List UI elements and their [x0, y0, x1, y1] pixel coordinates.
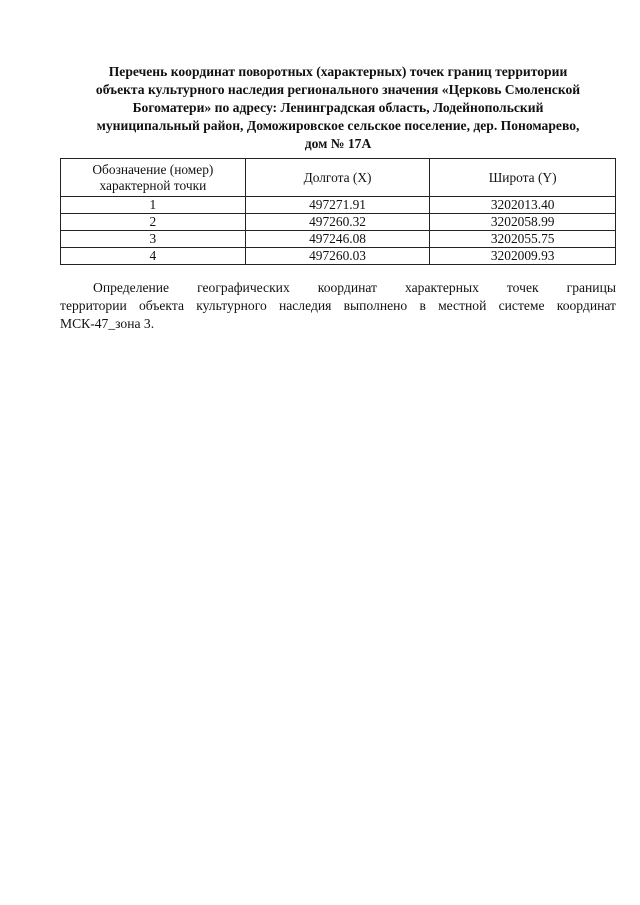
header-longitude: Долгота (X): [245, 159, 430, 197]
title-line: Богоматери» по адресу: Ленинградская область, Лодейнопольский: [132, 100, 544, 115]
cell-y: 3202058.99: [430, 214, 616, 231]
cell-x: 497246.08: [245, 231, 430, 248]
title-line: Перечень координат поворотных (характерных) точек границ территории: [108, 64, 568, 79]
cell-x: 497260.03: [245, 248, 430, 265]
cell-x: 497271.91: [245, 197, 430, 214]
header-point-designation: [61, 159, 246, 197]
paragraph-line: МСК-47_зона 3.: [60, 316, 155, 331]
title-line: объекта культурного наследия регионального значения «Церковь Смоленской: [95, 82, 581, 97]
cell-y: 3202055.75: [430, 231, 616, 248]
cell-point: 3: [61, 231, 246, 248]
paragraph-line: территории объекта культурного наследия выполнено в местной системе координат: [60, 298, 616, 313]
coordinate-system-note: [60, 279, 616, 333]
table-row: [61, 197, 616, 214]
paragraph-line: Определение географических координат характерных точек границы: [93, 280, 616, 295]
cell-point: 2: [61, 214, 246, 231]
cell-y: 3202009.93: [430, 248, 616, 265]
coordinates-table: [60, 158, 616, 265]
header-point-line: характерной точки: [99, 177, 207, 193]
table-row: [61, 214, 616, 231]
title-line: дом № 17А: [304, 136, 372, 151]
header-point-line: Обозначение (номер): [92, 161, 214, 177]
header-latitude: Широта (Y): [430, 159, 616, 197]
cell-x: 497260.32: [245, 214, 430, 231]
title-line: муниципальный район, Доможировское сельское поселение, дер. Пономарево,: [96, 118, 580, 133]
table-header-row: [61, 159, 616, 197]
cell-point: 4: [61, 248, 246, 265]
cell-y: 3202013.40: [430, 197, 616, 214]
document-title: [60, 63, 616, 153]
cell-point: 1: [61, 197, 246, 214]
table-row: [61, 248, 616, 265]
table-row: [61, 231, 616, 248]
